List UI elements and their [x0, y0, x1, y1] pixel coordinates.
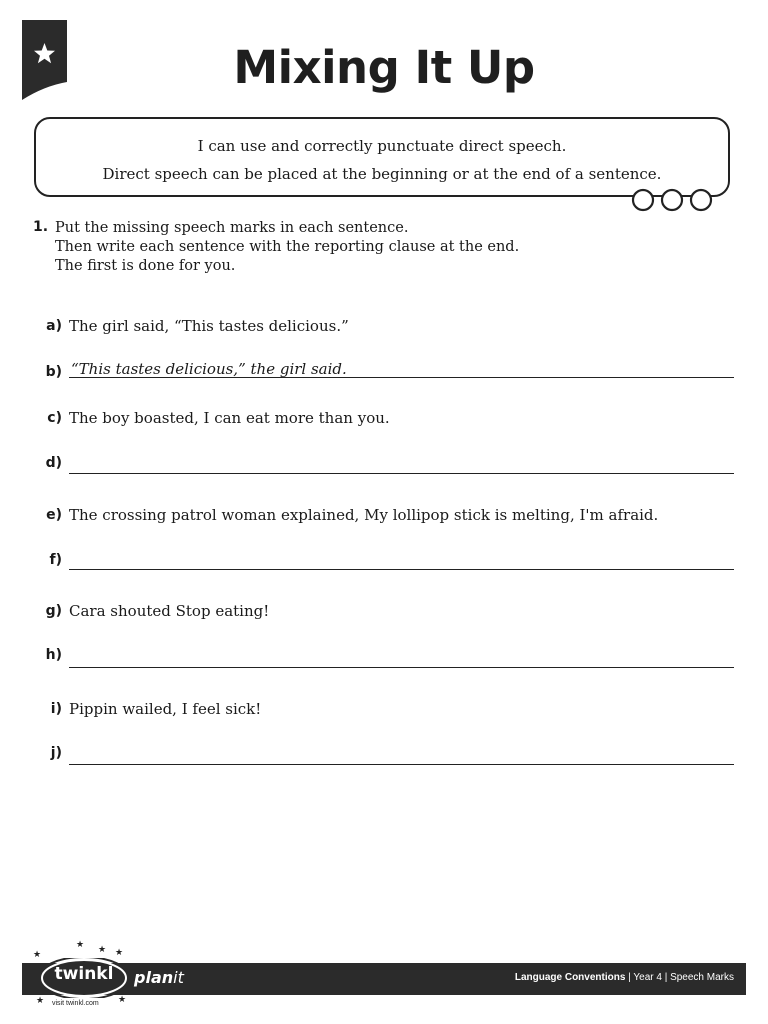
- footer-bar: [22, 963, 746, 995]
- sentence-i: Pippin wailed, I feel sick!: [69, 700, 262, 718]
- item-label-i: i): [50, 701, 62, 717]
- page-title: Mixing It Up: [233, 41, 535, 94]
- planit-rest: it: [173, 968, 184, 987]
- item-label-j: j): [50, 745, 62, 761]
- item-label-a: a): [46, 318, 62, 334]
- objective-line-1: I can use and correctly punctuate direct speech.: [197, 137, 567, 155]
- item-label-h: h): [45, 647, 62, 663]
- answer-line-h[interactable]: [69, 667, 734, 668]
- star-icon: ★: [36, 996, 45, 1006]
- footer-subject: Language Conventions: [514, 972, 626, 983]
- answer-line-d[interactable]: [69, 473, 734, 474]
- answer-line-f[interactable]: [69, 569, 734, 570]
- footer-topic: [515, 972, 734, 983]
- objective-line-2: Direct speech can be placed at the beginning or at the end of a sentence.: [102, 165, 662, 183]
- sentence-e: The crossing patrol woman explained, My lollipop stick is melting, I'm afraid.: [69, 506, 659, 524]
- footer-details: | Year 4 | Speech Marks: [625, 972, 734, 983]
- instruction-line-2: Then write each sentence with the reporting clause at the end.: [55, 239, 520, 255]
- item-label-b: b): [45, 364, 62, 380]
- visit-link[interactable]: visit twinkl.com: [52, 1000, 99, 1007]
- answer-line-j[interactable]: [69, 764, 734, 765]
- logo-text: twinkl: [54, 964, 114, 984]
- sentence-g: Cara shouted Stop eating!: [69, 602, 270, 620]
- instruction-line-3: The first is done for you.: [55, 258, 236, 274]
- item-label-e: e): [46, 507, 62, 523]
- star-icon: ★: [115, 948, 124, 958]
- star-icon: ★: [118, 995, 127, 1005]
- item-label-c: c): [47, 410, 62, 426]
- item-label-g: g): [45, 603, 62, 619]
- example-answer-b: “This tastes delicious,” the girl said.: [71, 360, 347, 378]
- star-icon: ★: [76, 940, 85, 950]
- learning-objective-box: [34, 117, 730, 197]
- star-icon: ★: [33, 950, 42, 960]
- answer-line-b: [69, 377, 734, 378]
- sentence-a: The girl said, “This tastes delicious.”: [69, 317, 349, 335]
- speech-bubble-circles: [630, 188, 714, 212]
- item-label-d: d): [45, 455, 62, 471]
- item-label-f: f): [49, 552, 62, 568]
- star-icon: ★: [98, 945, 107, 955]
- sentence-c: The boy boasted, I can eat more than you.: [69, 409, 390, 427]
- planit-logo: [134, 968, 184, 987]
- planit-bold: plan: [134, 968, 174, 987]
- question-number: 1.: [33, 219, 49, 235]
- instruction-line-1: Put the missing speech marks in each sentence.: [55, 220, 409, 236]
